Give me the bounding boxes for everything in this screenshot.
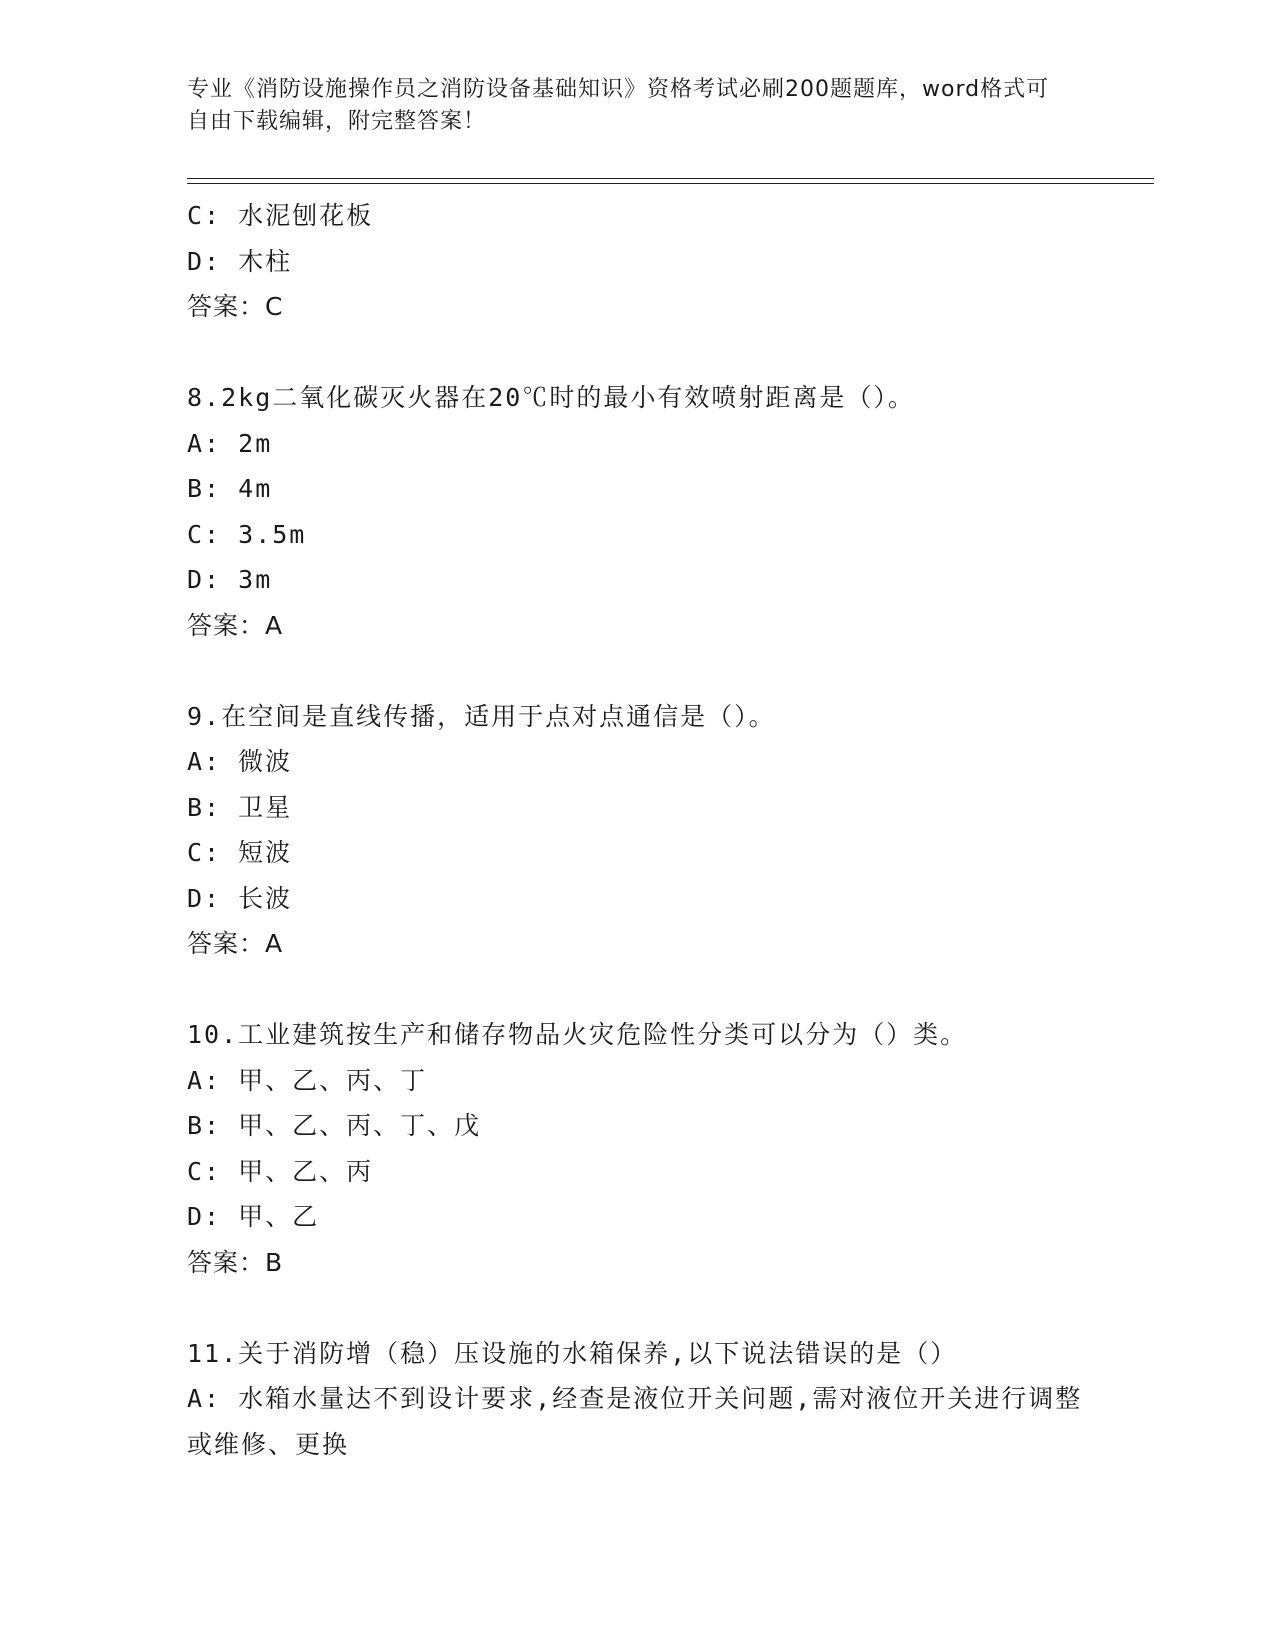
option-line: B: 卫星 <box>187 792 293 822</box>
question-gap <box>187 330 1087 376</box>
option-line: A: 水箱水量达不到设计要求,经查是液位开关问题,需对液位开关进行调整或维修、更换 <box>187 1384 1083 1459</box>
option-line: D: 长波 <box>187 883 293 913</box>
document-header: 专业《消防设施操作员之消防设备基础知识》资格考试必刷200题题库，word格式可自由下载编辑，附完整答案！ <box>187 77 1050 134</box>
question-stem: 8.2kg二氧化碳灭火器在20℃时的最小有效喷射距离是（）。 <box>187 383 915 412</box>
question-gap <box>187 1285 1087 1331</box>
option-line: C: 短波 <box>187 838 293 867</box>
question-gap <box>187 967 1087 1013</box>
answer-line: 答案：A <box>187 610 284 640</box>
option-line: D: 3m <box>187 565 273 594</box>
option-line: A: 2m <box>187 428 273 458</box>
option-line: B: 甲、乙、丙、丁、戊 <box>187 1111 482 1140</box>
answer-line: 答案：C <box>187 292 284 321</box>
option-line: D: 甲、乙 <box>187 1202 320 1231</box>
answer-line: 答案：B <box>187 1247 284 1277</box>
option-line: D: 木柱 <box>187 246 293 276</box>
option-line: C: 3.5m <box>187 519 307 549</box>
header-rule-top <box>187 178 1154 179</box>
option-line: C: 甲、乙、丙 <box>187 1156 374 1186</box>
option-line: A: 甲、乙、丙、丁 <box>187 1065 428 1095</box>
question-stem: 11.关于消防增（稳）压设施的水箱保养,以下说法错误的是（） <box>187 1338 958 1368</box>
answer-line: 答案：A <box>187 929 284 958</box>
option-line: B: 4m <box>187 474 273 503</box>
question-stem: 10.工业建筑按生产和储存物品火灾危险性分类可以分为（）类。 <box>187 1020 968 1049</box>
question-stem: 9.在空间是直线传播，适用于点对点通信是（）。 <box>187 701 776 731</box>
question-gap <box>187 648 1087 694</box>
option-line: A: 微波 <box>187 747 293 776</box>
option-line: C: 水泥刨花板 <box>187 201 374 230</box>
question-list <box>187 193 1087 1467</box>
header-rule-bottom <box>187 183 1154 184</box>
